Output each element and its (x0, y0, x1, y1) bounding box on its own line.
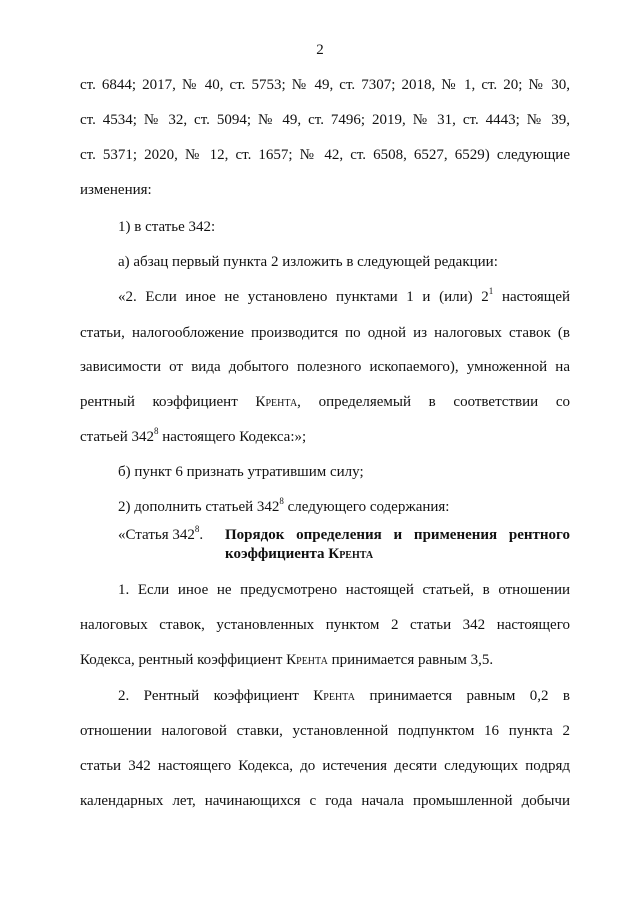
article-label: «Статья $342^8$. (118, 524, 204, 543)
text-line: отношении налоговой ставки, установленной подпунктом 16 пункта 2 (80, 723, 570, 739)
text-line: налоговых ставок, установленных пунктом 2 статьи 342 настоящего (80, 617, 570, 633)
page-number: 2 (316, 42, 324, 58)
article-title-line-2: коэффициента КРЕНТА (225, 546, 374, 562)
article-title-line-1: Порядок определения и применения рентного (225, 527, 570, 543)
text-line: статьи 342 настоящего Кодекса, до истечения десяти следующих подряд (80, 758, 570, 774)
list-item-a: а) абзац первый пункта 2 изложить в следующей редакции: (118, 254, 498, 270)
list-item-b: б) пункт 6 признать утратившим силу; (118, 464, 364, 480)
text-line: статьи, налогообложение производится по одной из налоговых ставок (в (80, 325, 570, 341)
list-item-2: 2) дополнить статьей $342^8$ следующего содержания: (118, 496, 450, 515)
text-line: статьей $342^8$ настоящего Кодекса:»; (80, 426, 307, 445)
text-line: рентный коэффициент КРЕНТА, определяемый в соответствии со (80, 394, 570, 410)
paragraph-2-line: 2. Рентный коэффициент КРЕНТА принимается равным 0,2 в (118, 688, 570, 704)
text-line: зависимости от вида добытого полезного ископаемого), умноженной на (80, 359, 570, 375)
text-line: ст. 4534; № 32, ст. 5094; № 49, ст. 7496; 2019, № 31, ст. 4443; № 39, (80, 112, 570, 128)
text-line: ст. 5371; 2020, № 12, ст. 1657; № 42, ст. 6508, 6527, 6529) следующие (80, 147, 570, 163)
text-line: календарных лет, начинающихся с года начала промышленной добычи (80, 793, 570, 809)
text-line: ст. 6844; 2017, № 40, ст. 5753; № 49, ст. 7307; 2018, № 1, ст. 20; № 30, (80, 77, 570, 93)
text-line: изменения: (80, 182, 152, 198)
quoted-paragraph-line: «2. Если иное не установлено пунктами 1 и (или) $2^1$ настоящей (118, 286, 570, 305)
list-item-1: 1) в статье 342: (118, 219, 216, 235)
text-line: Кодекса, рентный коэффициент КРЕНТА принимается равным 3,5. (80, 652, 494, 668)
paragraph-1-line: 1. Если иное не предусмотрено настоящей статьей, в отношении (118, 582, 570, 598)
